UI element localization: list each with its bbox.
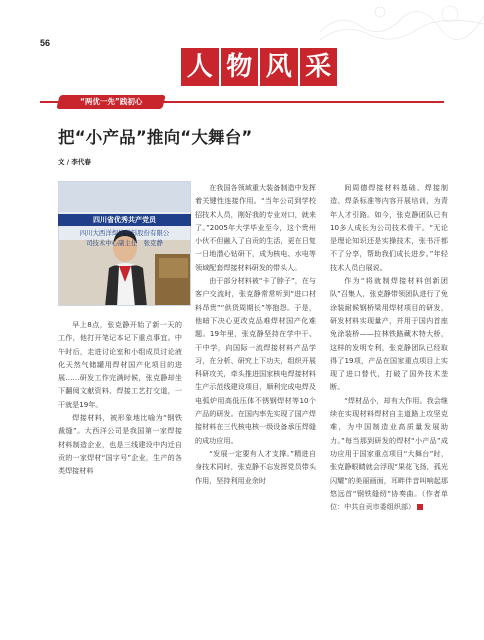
- headline: 把“小产品”推向“大舞台”: [58, 128, 253, 147]
- caption-description: [58, 228, 191, 248]
- photo-caption: [58, 214, 191, 248]
- page-number: 56: [40, 38, 51, 48]
- article-column-1: [58, 318, 182, 478]
- paragraph: 在我国各领域重大装备制造中发挥着关键性连接作用。“当年公司到学校招技术人员，刚好我的专业对口，就来了。”2005年大学毕业至今，这个贵州小伙不但融入了自贡的生活，更在日复一日地潜心钻研下，成为核电、水电等领域配套焊接材料研发的带头人。: [195, 183, 316, 272]
- paragraph: 作为“将就制焊接材料创新团队”召集人，张克静带领团队进行了免涂装耐候钢桥梁用焊材项目的研发，研发材料实现量产，并用于国内首座免涂装桥——拉林铁路藏木特大桥，这样的发明专利，张克静团队已经取得了19项，产品在国家重点项目上实现了进口替代，打破了国外技术垄断。: [330, 276, 448, 392]
- banner-char: 风: [260, 48, 298, 86]
- paragraph: [330, 394, 448, 514]
- paragraph: 间周德焊接材料基础、焊接制造、焊条标准等内容开展培训，为青年人才引路。如今，张克静团队已有10多人成长为公司技术骨干。“无论是理论知识还是实操技术，张书汗都不了分享，帮助我们成长进步。”年轻技术人员白展说。: [330, 183, 448, 272]
- paragraph: “发展一定要有人才支撑。”精进自身技术同时，张克静不忘发挥党员带头作用，坚持利用业余时: [195, 448, 316, 485]
- end-mark-icon: [417, 504, 423, 510]
- article-column-2: [195, 181, 316, 487]
- column-ribbon: [56, 95, 165, 109]
- byline: 文 / 李代春: [58, 158, 91, 166]
- banner-char: 人: [181, 48, 219, 86]
- banner-char: 物: [221, 48, 259, 86]
- banner-char: 采: [300, 48, 338, 86]
- article-column-3: [330, 181, 448, 513]
- section-banner: [180, 48, 338, 86]
- caption-desc-line: 司技术中心副主任 张克静: [86, 239, 163, 247]
- paragraph: 由于部分材料被“卡了脖子”，在与客户交流时，张克静常常听到“进口材料昂贵”“供货周期长”等抱怨。于是，他暗下决心更改克品难焊材国产化难题。19年里，张克静坚持在学中干、干中学，向国际一流焊接材料产品学习，在分析、研究上下功夫，组织开展科研攻关，牵头推进国家核电焊接材料生产示范线建设项目，顺利完成电焊及电弧炉用高低压体不锈钢焊材等10个产品的研发。在国内率先实现了国产焊接材料在三代核电核一级设备承压焊缝的成功应用。: [195, 276, 316, 445]
- paragraph: 早上8点，张克静开始了新一天的工作，他打开笔记本记下重点事宜。中午时后，走进讨论室和小组成员讨论液化天然气储罐用焊材国产化项目的进展……研发工作完满时候，张克静却坐下翻阅文献资料、焊接工艺打交道，一干就是19年。: [58, 320, 182, 409]
- paragraph-text: “焊材品小，却有大作用。我会继续在实现材料焊材自主道路上攻坚克难，为中国制造业高质量发展助力。”每当那到研发的焊材“小产品”成功应用于国家重点项目“大舞台”时，张克静眼睛就会浮现“果花飞扬，孤光闪耀”的美丽画面，耳畔伴音叫响起那悠远首“钢铁缝纫”协奏曲。（作者单位：中共自贡市委组织部）: [330, 395, 448, 512]
- paragraph: 焊接材料，被形象地比喻为“钢铁裁缝”。大西洋公司是我国第一家焊接材料制造企业，也是三线建设中内迁自贡的一家焊材“国字号”企业，生产的各类焊接材料: [58, 413, 182, 476]
- ribbon-label: “两优一先”践初心: [79, 97, 143, 106]
- caption-desc-line: 四川大西洋焊接材料股份有限公: [79, 229, 170, 237]
- caption-title: 四川省优秀共产党员: [58, 214, 191, 226]
- decorative-pattern: [320, 2, 484, 46]
